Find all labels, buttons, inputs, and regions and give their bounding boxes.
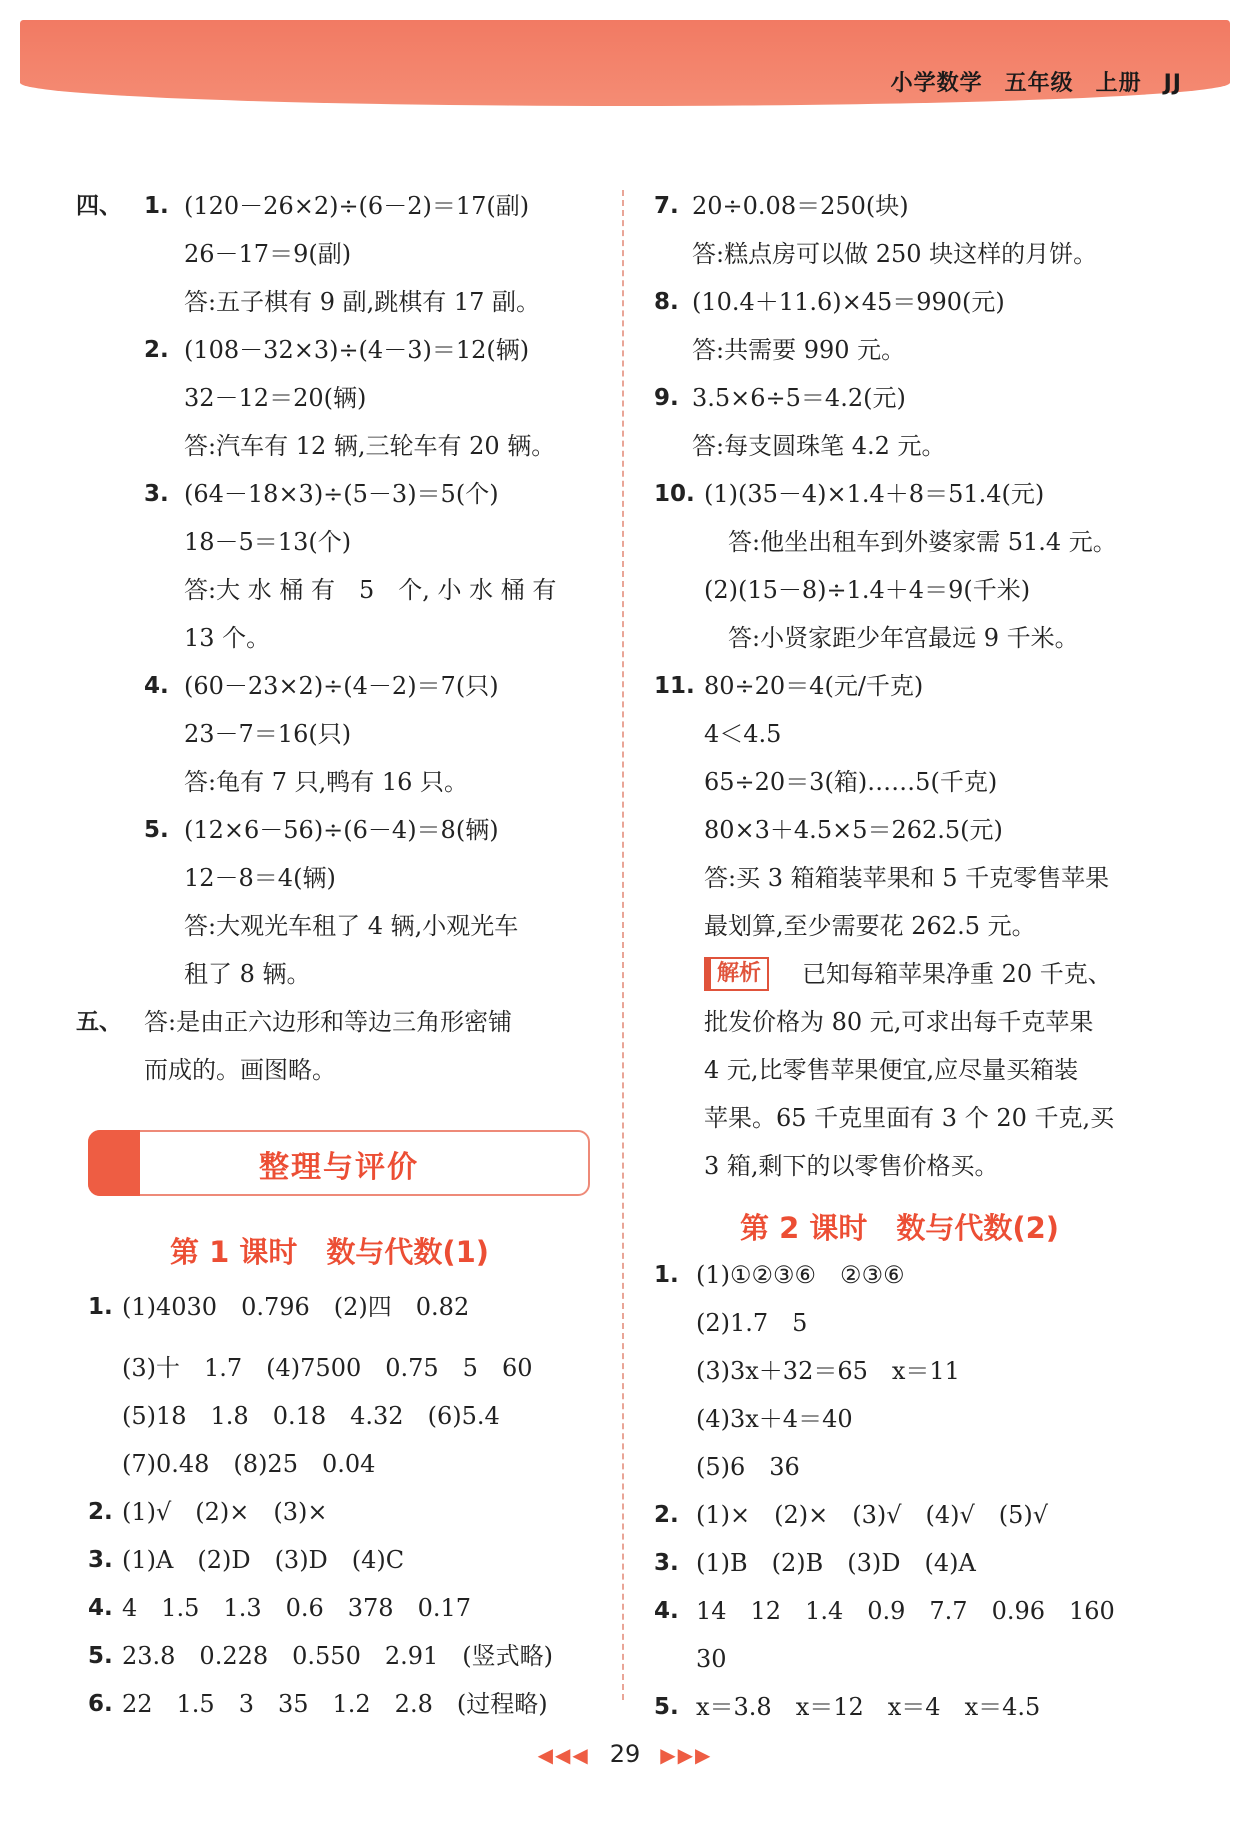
answer-line: 32－12＝20(辆) (184, 384, 367, 412)
item-number: 10. (654, 481, 695, 507)
answer-line: 已知每箱苹果净重 20 千克、 (802, 960, 1112, 988)
answer-line: 答:他坐出租车到外婆家需 51.4 元。 (704, 528, 1117, 556)
header-grade: 五年级 (1004, 71, 1074, 96)
answer-line: (3)3x＋32＝65 x＝11 (696, 1357, 960, 1385)
answer-line: (7)0.48 (8)25 0.04 (122, 1450, 376, 1478)
answer-line: (5)6 36 (696, 1453, 800, 1481)
q5-label: 五、 (76, 1009, 122, 1035)
item-number: 5. (144, 817, 169, 843)
item-number: 1. (88, 1294, 113, 1320)
answer-line: (64－18×3)÷(5－3)＝5(个) (184, 480, 499, 508)
answer-line: 4 元,比零售苹果便宜,应尽量买箱装 (704, 1056, 1079, 1084)
answer-line: 答:汽车有 12 辆,三轮车有 20 辆。 (184, 432, 556, 460)
page-number: 29 (609, 1740, 641, 1768)
answer-line: 答:是由正六边形和等边三角形密铺 (144, 1008, 513, 1036)
answer-line: 批发价格为 80 元,可求出每千克苹果 (704, 1008, 1094, 1036)
answer-line: (5)18 1.8 0.18 4.32 (6)5.4 (122, 1402, 500, 1430)
answer-line: (12×6－56)÷(6－4)＝8(辆) (184, 816, 499, 844)
answer-line: (1)①②③⑥ ②③⑥ (696, 1261, 905, 1289)
answer-line: (1)× (2)× (3)√ (4)√ (5)√ (696, 1501, 1049, 1529)
answer-line: (1)B (2)B (3)D (4)A (696, 1549, 976, 1577)
answer-line: 26－17＝9(副) (184, 240, 352, 268)
answer-line: x＝3.8 x＝12 x＝4 x＝4.5 (696, 1693, 1041, 1721)
answer-line: 3 箱,剩下的以零售价格买。 (704, 1152, 999, 1180)
answer-line: (1)4030 0.796 (2)四 0.82 (122, 1293, 470, 1321)
next-arrows-icon: ▶▶▶ (660, 1743, 713, 1767)
answer-line: 80×3＋4.5×5＝262.5(元) (704, 816, 1003, 844)
item-number: 2. (88, 1499, 113, 1525)
item-number: 8. (654, 289, 679, 315)
section-title: 整理与评价 (259, 1150, 419, 1185)
item-number: 1. (654, 1262, 679, 1288)
answer-line: 30 (696, 1645, 727, 1673)
jiexi-badge: 解析 (704, 957, 769, 991)
answer-line: 答:五子棋有 9 副,跳棋有 17 副。 (184, 288, 541, 316)
answer-line: (108－32×3)÷(4－3)＝12(辆) (184, 336, 530, 364)
answer-line: 22 1.5 3 35 1.2 2.8 (过程略) (122, 1690, 548, 1718)
section-banner (88, 1130, 590, 1196)
q4-label: 四、 (76, 193, 122, 219)
item-number: 1. (144, 193, 169, 219)
item-number: 4. (144, 673, 169, 699)
answer-line: 4 1.5 1.3 0.6 378 0.17 (122, 1594, 472, 1622)
left-column (76, 182, 622, 1094)
answer-line: 4＜4.5 (704, 720, 782, 748)
item-number: 6. (88, 1691, 113, 1717)
q4-line (76, 182, 622, 230)
item-number: 4. (88, 1595, 113, 1621)
item-number: 4. (654, 1598, 679, 1624)
column-divider (622, 190, 624, 1700)
answer-line: 答:共需要 990 元。 (692, 336, 906, 364)
answer-line: 答:大 水 桶 有 5 个, 小 水 桶 有 (184, 576, 557, 604)
item-number: 2. (654, 1502, 679, 1528)
answer-line: 3.5×6÷5＝4.2(元) (692, 384, 906, 412)
answer-line: (120－26×2)÷(6－2)＝17(副) (184, 192, 530, 220)
page-footer (0, 1740, 1250, 1768)
answer-line: (1)A (2)D (3)D (4)C (122, 1546, 405, 1574)
jiexi-badge-wrap (704, 954, 769, 991)
answer-line: 23－7＝16(只) (184, 720, 352, 748)
lesson2-answers (650, 1251, 1170, 1731)
lesson2-title: 第 2 课时 数与代数(2) (740, 1211, 1060, 1245)
answer-line: 而成的。画图略。 (144, 1056, 336, 1084)
answer-line: 答:糕点房可以做 250 块这样的月饼。 (692, 240, 1098, 268)
answer-line: 80÷20＝4(元/千克) (704, 672, 924, 700)
answer-line: 12－8＝4(辆) (184, 864, 336, 892)
answer-line: 65÷20＝3(箱)……5(千克) (704, 768, 998, 796)
header-info (869, 66, 1182, 97)
lesson1-title: 第 1 课时 数与代数(1) (170, 1235, 490, 1269)
item-number: 5. (654, 1694, 679, 1720)
answer-line: 最划算,至少需要花 262.5 元。 (704, 912, 1036, 940)
header-volume: 上册 (1095, 71, 1142, 96)
header-edition: JJ (1163, 71, 1182, 96)
item-number: 2. (144, 337, 169, 363)
answer-line: 答:每支圆珠笔 4.2 元。 (692, 432, 946, 460)
answer-line: 答:小贤家距少年宫最远 9 千米。 (704, 624, 1079, 652)
item-number: 3. (144, 481, 169, 507)
answer-line: 苹果。65 千克里面有 3 个 20 千克,买 (704, 1104, 1115, 1132)
answer-line: (1)(35－4)×1.4＋8＝51.4(元) (704, 480, 1045, 508)
answer-line: 答:买 3 箱箱装苹果和 5 千克零售苹果 (704, 864, 1110, 892)
item-number: 3. (88, 1547, 113, 1573)
header-subject: 小学数学 (890, 71, 983, 96)
item-number: 9. (654, 385, 679, 411)
answer-line: (1)√ (2)× (3)× (122, 1498, 328, 1526)
answer-line: 13 个。 (184, 624, 271, 652)
answer-line: 23.8 0.228 0.550 2.91 (竖式略) (122, 1642, 554, 1670)
prev-arrows-icon: ◀◀◀ (537, 1743, 590, 1767)
answer-line: (2)(15－8)÷1.4＋4＝9(千米) (704, 576, 1031, 604)
answer-line: 20÷0.08＝250(块) (692, 192, 909, 220)
item-number: 7. (654, 193, 679, 219)
answer-line: (60－23×2)÷(4－2)＝7(只) (184, 672, 499, 700)
answer-line: 租了 8 辆。 (184, 960, 311, 988)
item-number: 5. (88, 1643, 113, 1669)
lesson1-answers (82, 1282, 622, 1728)
answer-line: (2)1.7 5 (696, 1309, 808, 1337)
item-number: 11. (654, 673, 695, 699)
answer-line: 18－5＝13(个) (184, 528, 352, 556)
answer-line: (3)十 1.7 (4)7500 0.75 5 60 (122, 1354, 533, 1382)
answer-line: (4)3x＋4＝40 (696, 1405, 853, 1433)
answer-line: 答:龟有 7 只,鸭有 16 只。 (184, 768, 469, 796)
answer-line: 答:大观光车租了 4 辆,小观光车 (184, 912, 519, 940)
right-column (650, 182, 1170, 1190)
answer-line: 14 12 1.4 0.9 7.7 0.96 160 (696, 1597, 1115, 1625)
answer-line: (10.4＋11.6)×45＝990(元) (692, 288, 1005, 316)
item-number: 3. (654, 1550, 679, 1576)
